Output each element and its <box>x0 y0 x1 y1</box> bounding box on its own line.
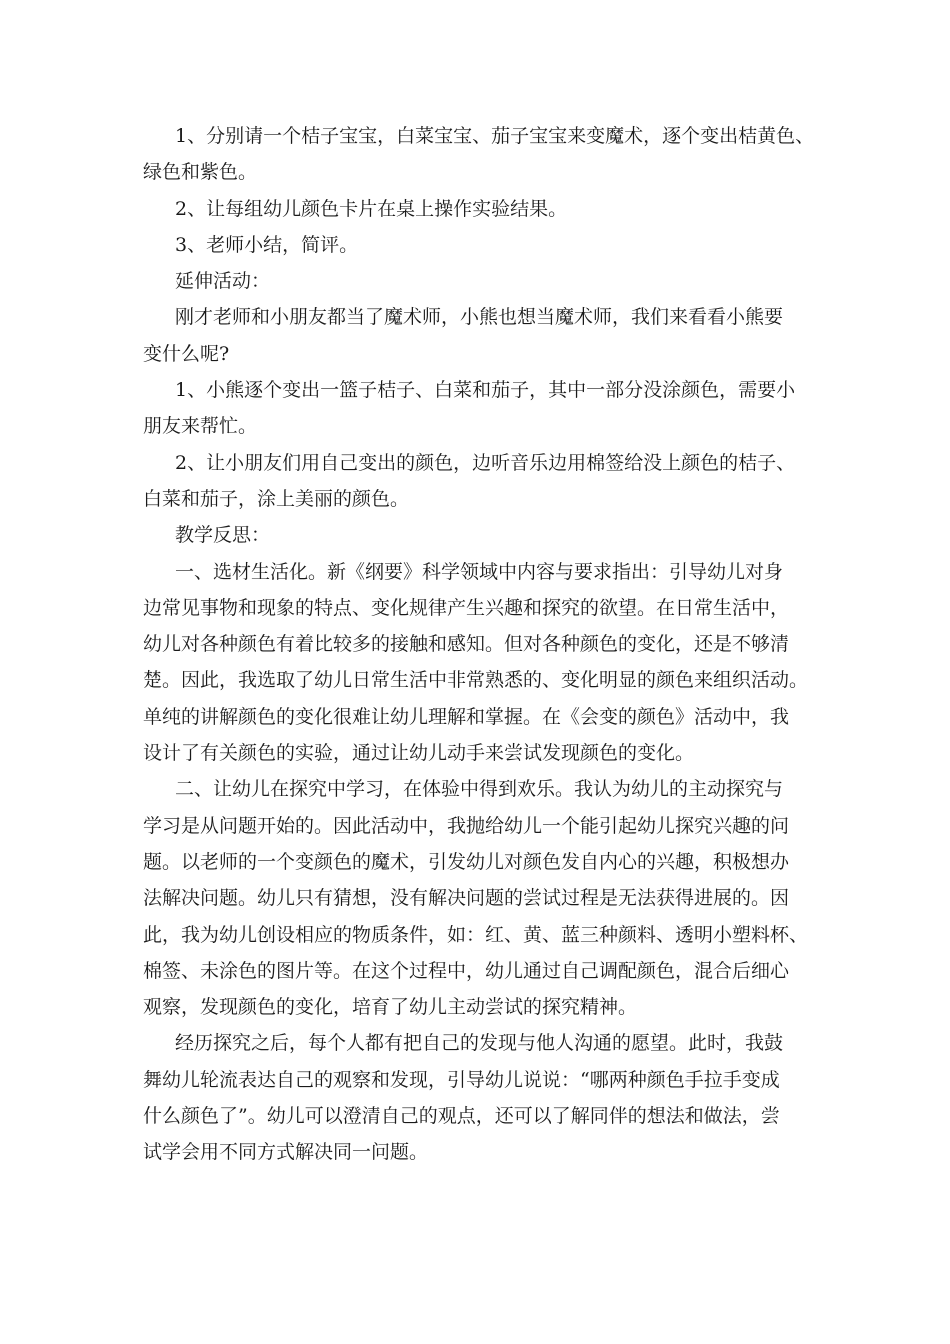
text-line: 刚才老师和小朋友都当了魔术师，小熊也想当魔术师，我们来看看小熊要 <box>175 306 784 329</box>
text-line: 1、小熊逐个变出一篮子桔子、白菜和茄子，其中一部分没涂颜色，需要小 <box>175 379 796 402</box>
text-line: 设计了有关颜色的实验，通过让幼儿动手来尝试发现颜色的变化。 <box>143 742 695 765</box>
text-line: 试学会用不同方式解决同一问题。 <box>143 1141 429 1164</box>
document-body <box>143 118 833 1171</box>
paragraph <box>143 191 833 227</box>
paragraph <box>143 299 833 372</box>
paragraph <box>143 445 833 518</box>
text-line: 延伸活动： <box>175 270 271 293</box>
text-line: 边常见事物和现象的特点、变化规律产生兴趣和探究的欲望。在日常生活中， <box>143 596 790 619</box>
text-line: 教学反思： <box>175 524 271 547</box>
text-line: 舞幼儿轮流表达自己的观察和发现，引导幼儿说说：“哪两种颜色手拉手变成 <box>143 1068 780 1091</box>
paragraph <box>143 554 833 772</box>
text-line: 观察，发现颜色的变化，培育了幼儿主动尝试的探究精神。 <box>143 996 638 1019</box>
text-line: 白菜和茄子，涂上美丽的颜色。 <box>143 487 410 510</box>
paragraph <box>143 1025 833 1170</box>
text-line: 朋友来帮忙。 <box>143 415 258 438</box>
text-line: 变什么呢? <box>143 342 230 365</box>
text-line: 2、让每组幼儿颜色卡片在桌上操作实验结果。 <box>175 197 568 220</box>
text-line: 棉签、未涂色的图片等。在这个过程中，幼儿通过自己调配颜色，混合后细心 <box>143 959 790 982</box>
text-line: 学习是从问题开始的。因此活动中，我抛给幼儿一个能引起幼儿探究兴趣的问 <box>143 814 790 837</box>
text-line: 1、分别请一个桔子宝宝，白菜宝宝、茄子宝宝来变魔术，逐个变出桔黄色、 <box>175 125 815 147</box>
text-line: 二、让幼儿在探究中学习，在体验中得到欢乐。我认为幼儿的主动探究与 <box>175 778 784 801</box>
text-line: 法解决问题。幼儿只有猜想，没有解决问题的尝试过程是无法获得进展的。因 <box>143 887 790 910</box>
text-line: 经历探究之后，每个人都有把自己的发现与他人沟通的愿望。此时，我鼓 <box>175 1032 784 1055</box>
paragraph <box>143 372 833 445</box>
section-heading <box>143 517 833 553</box>
paragraph <box>143 118 833 191</box>
text-line: 题。以老师的一个变颜色的魔术，引发幼儿对颜色发自内心的兴趣，积极想办 <box>143 850 790 873</box>
text-line: 2、让小朋友们用自己变出的颜色，边听音乐边用棉签给没上颜色的桔子、 <box>175 451 796 474</box>
text-line: 幼儿对各种颜色有着比较多的接触和感知。但对各种颜色的变化，还是不够清 <box>143 633 790 656</box>
text-line: 3、老师小结，简评。 <box>175 233 359 256</box>
text-line: 单纯的讲解颜色的变化很难让幼儿理解和掌握。在《会变的颜色》活动中，我 <box>143 705 790 728</box>
text-line: 楚。因此，我选取了幼儿日常生活中非常熟悉的、变化明显的颜色来组织活动。 <box>143 669 809 692</box>
text-line: 绿色和紫色。 <box>143 161 258 184</box>
paragraph <box>143 227 833 263</box>
paragraph <box>143 771 833 1025</box>
text-line: 此，我为幼儿创设相应的物质条件，如：红、黄、蓝三种颜料、透明小塑料杯、 <box>143 923 809 946</box>
section-heading <box>143 263 833 299</box>
text-line: 什么颜色了”。幼儿可以澄清自己的观点，还可以了解同伴的想法和做法，尝 <box>143 1105 780 1128</box>
text-line: 一、选材生活化。新《纲要》科学领域中内容与要求指出：引导幼儿对身 <box>175 560 784 583</box>
